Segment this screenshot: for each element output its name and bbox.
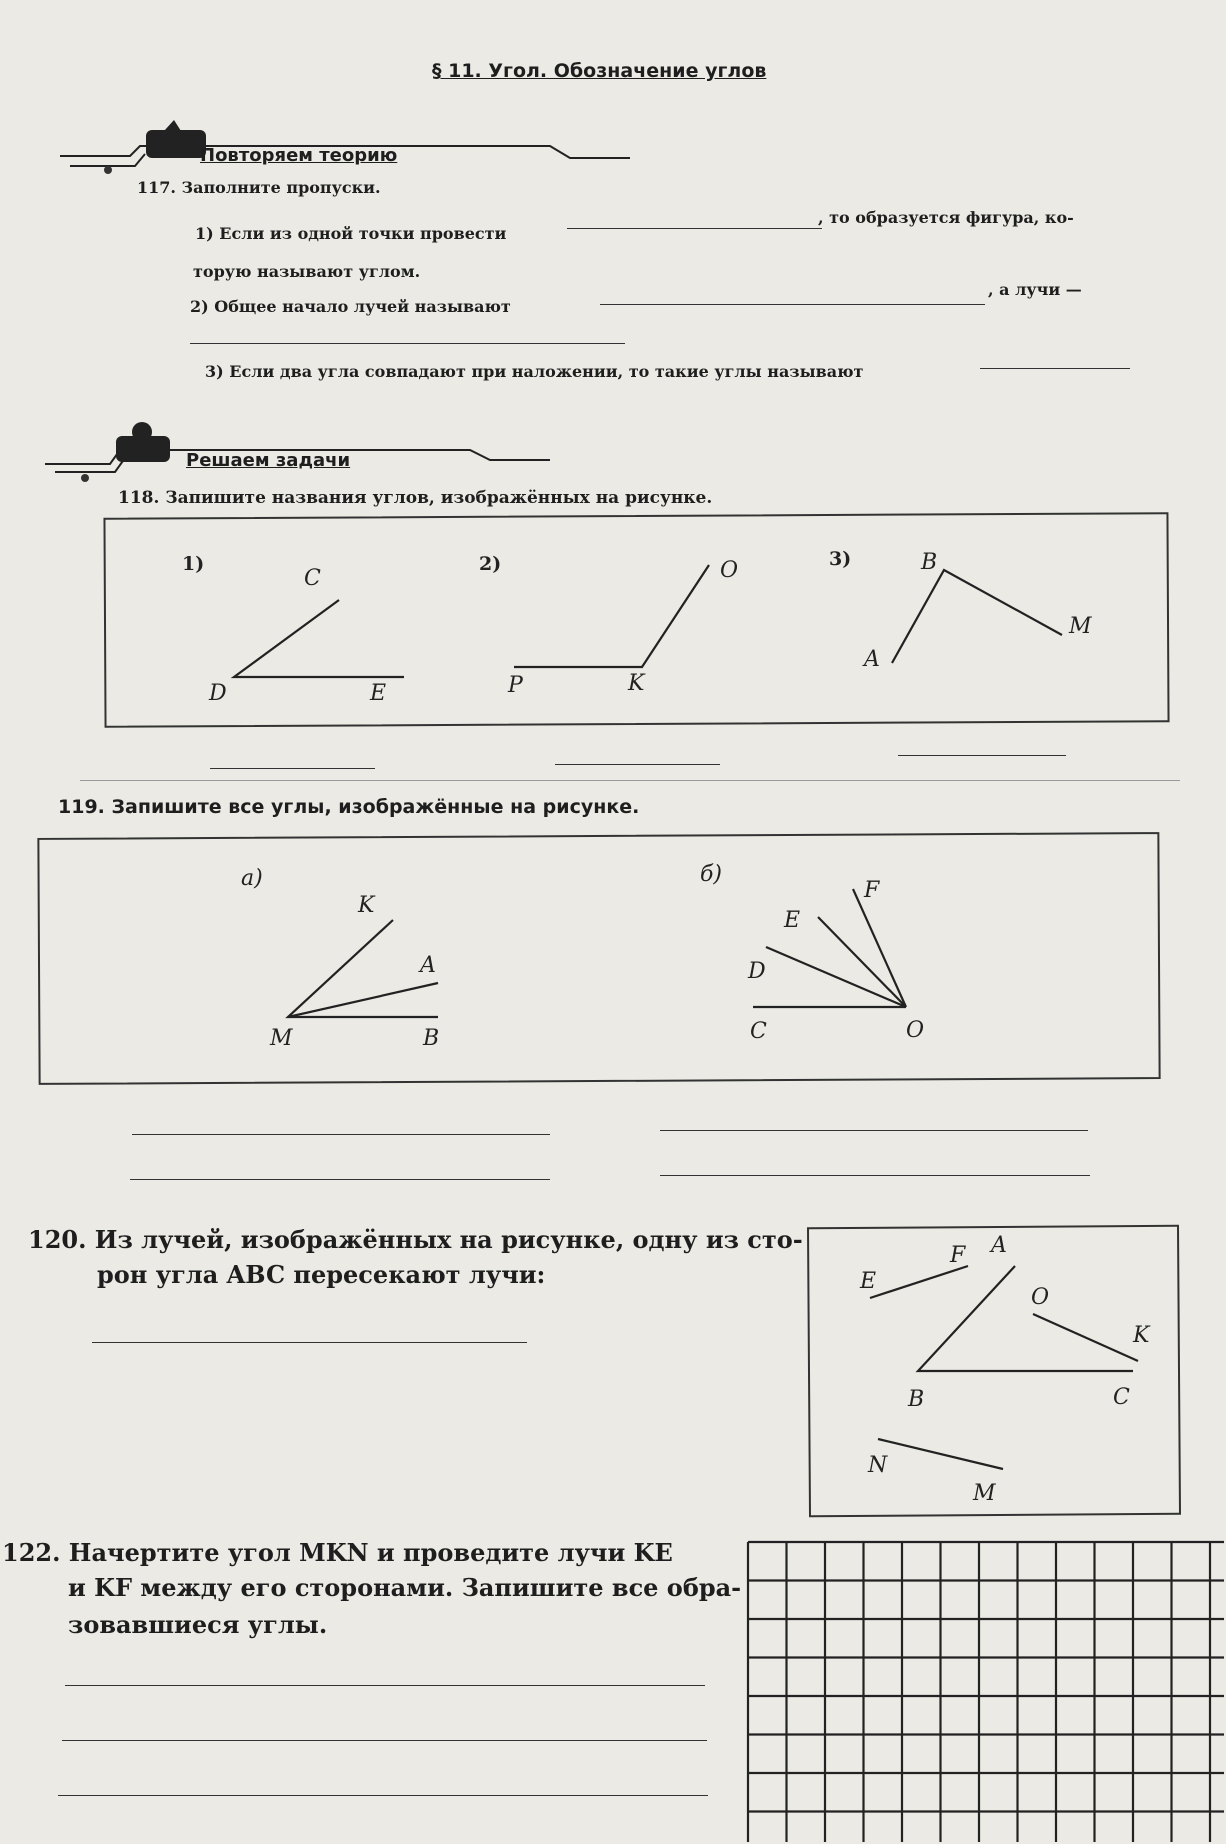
answer-blank[interactable] <box>130 1179 550 1180</box>
label-E: E <box>784 908 801 933</box>
label-F: F <box>864 878 880 903</box>
label-F: F <box>950 1243 966 1268</box>
ray-OD <box>766 947 906 1007</box>
task118-title: 118. Запишите названия углов, изображённых на рисунке. <box>118 488 713 508</box>
task120-line1: 120. Из лучей, изображённых на рисунке, одну из сто- <box>28 1225 803 1254</box>
fig2-number: 2) <box>479 553 502 575</box>
label-A: A <box>991 1233 1007 1258</box>
answer-blank[interactable] <box>567 228 822 229</box>
answer-blank[interactable] <box>65 1685 705 1686</box>
answer-blank[interactable] <box>190 343 625 344</box>
answer-blank[interactable] <box>62 1740 707 1741</box>
tasks-header: Решаем задачи <box>186 450 351 471</box>
task120-figure <box>808 1226 1180 1516</box>
figA-number: а) <box>241 866 263 891</box>
label-M: M <box>1069 614 1092 639</box>
label-P: P <box>508 673 523 698</box>
task119-figures <box>38 835 1160 1082</box>
divider <box>80 780 1180 781</box>
answer-blank[interactable] <box>92 1342 527 1343</box>
angle-ABC <box>918 1266 1133 1371</box>
label-B: B <box>908 1387 925 1412</box>
label-O: O <box>906 1018 925 1043</box>
label-D: D <box>209 681 227 706</box>
task122-line2: и KF между его сторонами. Запишите все обра- <box>68 1573 742 1602</box>
label-B: B <box>921 550 938 575</box>
ray-OK <box>1033 1314 1138 1361</box>
label-B: B <box>423 1026 440 1051</box>
angle-ABM <box>892 570 1062 663</box>
answer-blank[interactable] <box>600 304 985 305</box>
task119-title: 119. Запишите все углы, изображённые на рисунке. <box>58 796 640 818</box>
answer-blank[interactable] <box>210 768 375 769</box>
label-N: N <box>868 1453 888 1478</box>
task120-line2: рон угла ABC пересекают лучи: <box>97 1260 546 1289</box>
answer-blank[interactable] <box>898 755 1066 756</box>
task117-item2-end: , а лучи — <box>988 280 1082 299</box>
fig1-number: 1) <box>182 553 205 575</box>
ray-OF <box>853 889 906 1007</box>
angle-CDE <box>234 600 404 677</box>
label-C: C <box>304 566 321 591</box>
label-K: K <box>358 893 375 918</box>
label-K: K <box>1133 1323 1150 1348</box>
label-M: M <box>270 1026 293 1051</box>
task117-title: 117. Заполните пропуски. <box>137 178 381 197</box>
label-C: C <box>750 1019 767 1044</box>
label-O: O <box>1031 1285 1050 1310</box>
figB-number: б) <box>700 862 723 887</box>
label-A: A <box>420 953 436 978</box>
answer-blank[interactable] <box>980 368 1130 369</box>
angle-KMB <box>288 920 438 1017</box>
label-K: K <box>628 671 645 696</box>
label-A: A <box>864 647 880 672</box>
label-O: O <box>720 558 739 583</box>
ray-OE <box>818 917 906 1007</box>
answer-blank[interactable] <box>555 764 720 765</box>
task122-line1: 122. Начертите угол MKN и проведите лучи KE <box>2 1538 673 1567</box>
ray-MA <box>288 983 438 1017</box>
task117-item1-end: торую называют углом. <box>193 262 421 281</box>
label-D: D <box>748 959 766 984</box>
answer-blank[interactable] <box>660 1130 1088 1131</box>
label-M: M <box>973 1481 996 1506</box>
drawing-grid[interactable] <box>746 1540 1226 1844</box>
answer-blank[interactable] <box>58 1795 708 1796</box>
ray-EF <box>870 1266 968 1298</box>
ray-NM <box>878 1439 1003 1469</box>
task122-line3: зовавшиеся углы. <box>68 1610 328 1639</box>
answer-blank[interactable] <box>132 1134 550 1135</box>
angle-OKP <box>514 565 709 667</box>
label-C: C <box>1113 1385 1130 1410</box>
task117-item2-start: 2) Общее начало лучей называют <box>190 297 511 316</box>
section-title: § 11. Угол. Обозначение углов <box>432 60 767 82</box>
bee-icon <box>132 422 152 442</box>
fig3-number: 3) <box>829 548 852 570</box>
task117-item1-mid: , то образуется фигура, ко- <box>818 208 1074 227</box>
task118-figures <box>104 515 1169 725</box>
answer-blank[interactable] <box>660 1175 1090 1176</box>
task117-item1-start: 1) Если из одной точки провести <box>195 224 507 243</box>
theory-header: Повторяем теорию <box>200 145 398 166</box>
label-E: E <box>860 1269 877 1294</box>
label-E: E <box>370 681 387 706</box>
task117-item3: 3) Если два угла совпадают при наложении, то такие углы называют <box>205 362 864 381</box>
